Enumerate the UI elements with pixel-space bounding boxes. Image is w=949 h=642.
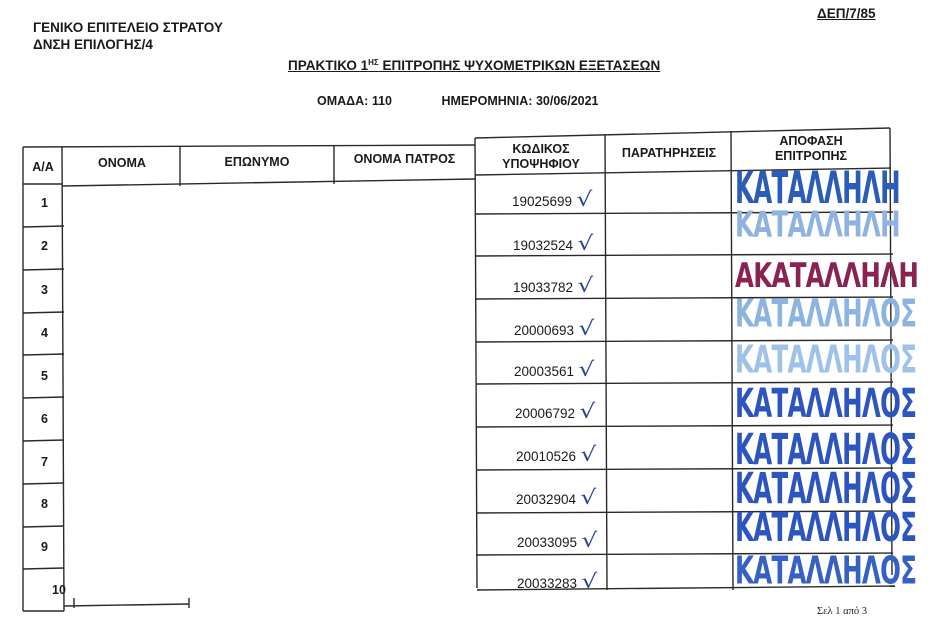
candidate-code-value: 19032524 <box>513 238 574 253</box>
candidate-code-value: 20006792 <box>515 406 576 421</box>
row-separator-aa <box>23 526 64 527</box>
row-number: 3 <box>41 283 48 297</box>
decision-stamp: ΚΑΤΑΛΛΗΛΟΣ <box>735 504 917 552</box>
candidate-code <box>516 485 595 509</box>
row-number: 8 <box>41 497 48 511</box>
page-number: Σελ 1 από 3 <box>817 606 868 617</box>
decision-stamp: ΚΑΤΑΛΛΗΛΟΣ <box>735 548 917 594</box>
candidate-code-value: 20003561 <box>514 364 575 379</box>
header-aa: Α/Α <box>32 160 54 174</box>
check-mark-icon: √ <box>577 273 594 297</box>
row-number: 1 <box>41 196 48 210</box>
candidate-code <box>514 316 593 340</box>
decision-stamp: ΑΚΑΤΑΛΛΗΛΗ <box>735 256 919 296</box>
decision-stamp: ΚΑΤΑΛΛΗΛΟΣ <box>735 380 917 428</box>
candidate-code-value: 20033283 <box>517 576 578 591</box>
header-code-line2: ΥΠΟΨΗΦΙΟΥ <box>502 157 580 171</box>
date-value: 30/06/2021 <box>535 94 599 108</box>
row-separator-aa <box>23 269 64 270</box>
title-superscript: ΗΣ <box>368 58 379 67</box>
decision-stamp: ΚΑΤΑΛΛΗΛΗ <box>735 162 900 215</box>
group-label: ΟΜΑΔΑ: <box>317 94 369 108</box>
decision-stamp: ΚΑΤΑΛΛΗΛΟΣ <box>735 425 917 476</box>
row-number: 7 <box>41 455 48 469</box>
check-mark-icon: √ <box>580 442 597 466</box>
candidate-code <box>512 187 591 211</box>
row-number: 6 <box>41 412 48 426</box>
row-separator-aa <box>23 354 64 355</box>
header-decision-line2: ΕΠΙΤΡΟΠΗΣ <box>774 149 848 163</box>
check-mark-icon: √ <box>576 187 593 211</box>
row-number: 4 <box>41 326 48 340</box>
document-reference: ΔΕΠ/7/85 <box>817 6 876 21</box>
row-separator-aa <box>23 483 64 484</box>
date-label: ΗΜΕΡΟΜΗΝΙΑ: <box>441 94 533 108</box>
header-name: ΟΝΟΜΑ <box>98 156 146 170</box>
candidate-code-value: 19033782 <box>513 280 574 295</box>
row-separator-aa <box>23 226 64 227</box>
row-separator-aa <box>23 440 64 441</box>
org-name-line2: ΔΝΣΗ ΕΠΙΛΟΓΗΣ/4 <box>33 37 153 52</box>
check-mark-icon: √ <box>581 528 598 552</box>
candidate-code-value: 20032904 <box>516 492 577 507</box>
check-mark-icon: √ <box>581 569 598 593</box>
header-surname: ΕΠΩΝΥΜΟ <box>224 155 290 169</box>
title-suffix: ΕΠΙΤΡΟΠΗΣ ΨΥΧΟΜΕΤΡΙΚΩΝ ΕΞΕΤΑΣΕΩΝ <box>378 58 661 73</box>
candidate-code <box>514 357 593 381</box>
decision-stamp: ΚΑΤΑΛΛΗΛΟΣ <box>735 291 917 337</box>
title-prefix: ΠΡΑΚΤΙΚΟ 1 <box>288 58 369 73</box>
decision-stamp: ΚΑΤΑΛΛΗΛΟΣ <box>735 337 917 383</box>
candidate-code-value: 20010526 <box>516 449 577 464</box>
group-value: 110 <box>371 94 392 108</box>
candidate-code <box>513 273 592 297</box>
candidate-code <box>517 528 596 552</box>
check-mark-icon: √ <box>578 357 595 381</box>
row-separator-aa <box>23 312 64 313</box>
row-number: 9 <box>41 540 48 554</box>
row-number: 10 <box>52 583 66 597</box>
header-candidate-code <box>476 142 606 172</box>
header-notes: ΠΑΡΑΤΗΡΗΣΕΙΣ <box>621 146 717 160</box>
header-father-name: ΟΝΟΜΑ ΠΑΤΡΟΣ <box>353 152 456 166</box>
row-separator-aa <box>23 397 64 398</box>
header-decision <box>732 134 890 164</box>
candidate-code <box>517 569 596 593</box>
check-mark-icon: √ <box>578 316 595 340</box>
row-number: 2 <box>41 239 48 253</box>
candidate-code <box>515 399 594 423</box>
candidate-code-value: 19025699 <box>512 194 573 209</box>
check-mark-icon: √ <box>579 399 596 423</box>
decision-stamp: ΚΑΤΑΛΛΗΛΟΣ <box>735 464 917 515</box>
candidate-code-value: 20000693 <box>514 323 575 338</box>
check-mark-icon: √ <box>577 231 594 255</box>
row-number: 5 <box>41 369 48 383</box>
org-name-line1: ΓΕΝΙΚΟ ΕΠΙΤΕΛΕΙΟ ΣΤΡΑΤΟΥ <box>33 20 223 35</box>
check-mark-icon: √ <box>580 485 597 509</box>
row-separator-aa <box>23 568 64 569</box>
candidate-code-value: 20033095 <box>517 535 578 550</box>
candidate-code <box>513 231 592 255</box>
decision-stamp: ΚΑΤΑΛΛΗΛΗ <box>735 203 900 246</box>
header-decision-line1: ΑΠΟΦΑΣΗ <box>779 134 843 148</box>
candidate-code <box>516 442 595 466</box>
header-code-line1: ΚΩΔΙΚΟΣ <box>512 142 570 156</box>
